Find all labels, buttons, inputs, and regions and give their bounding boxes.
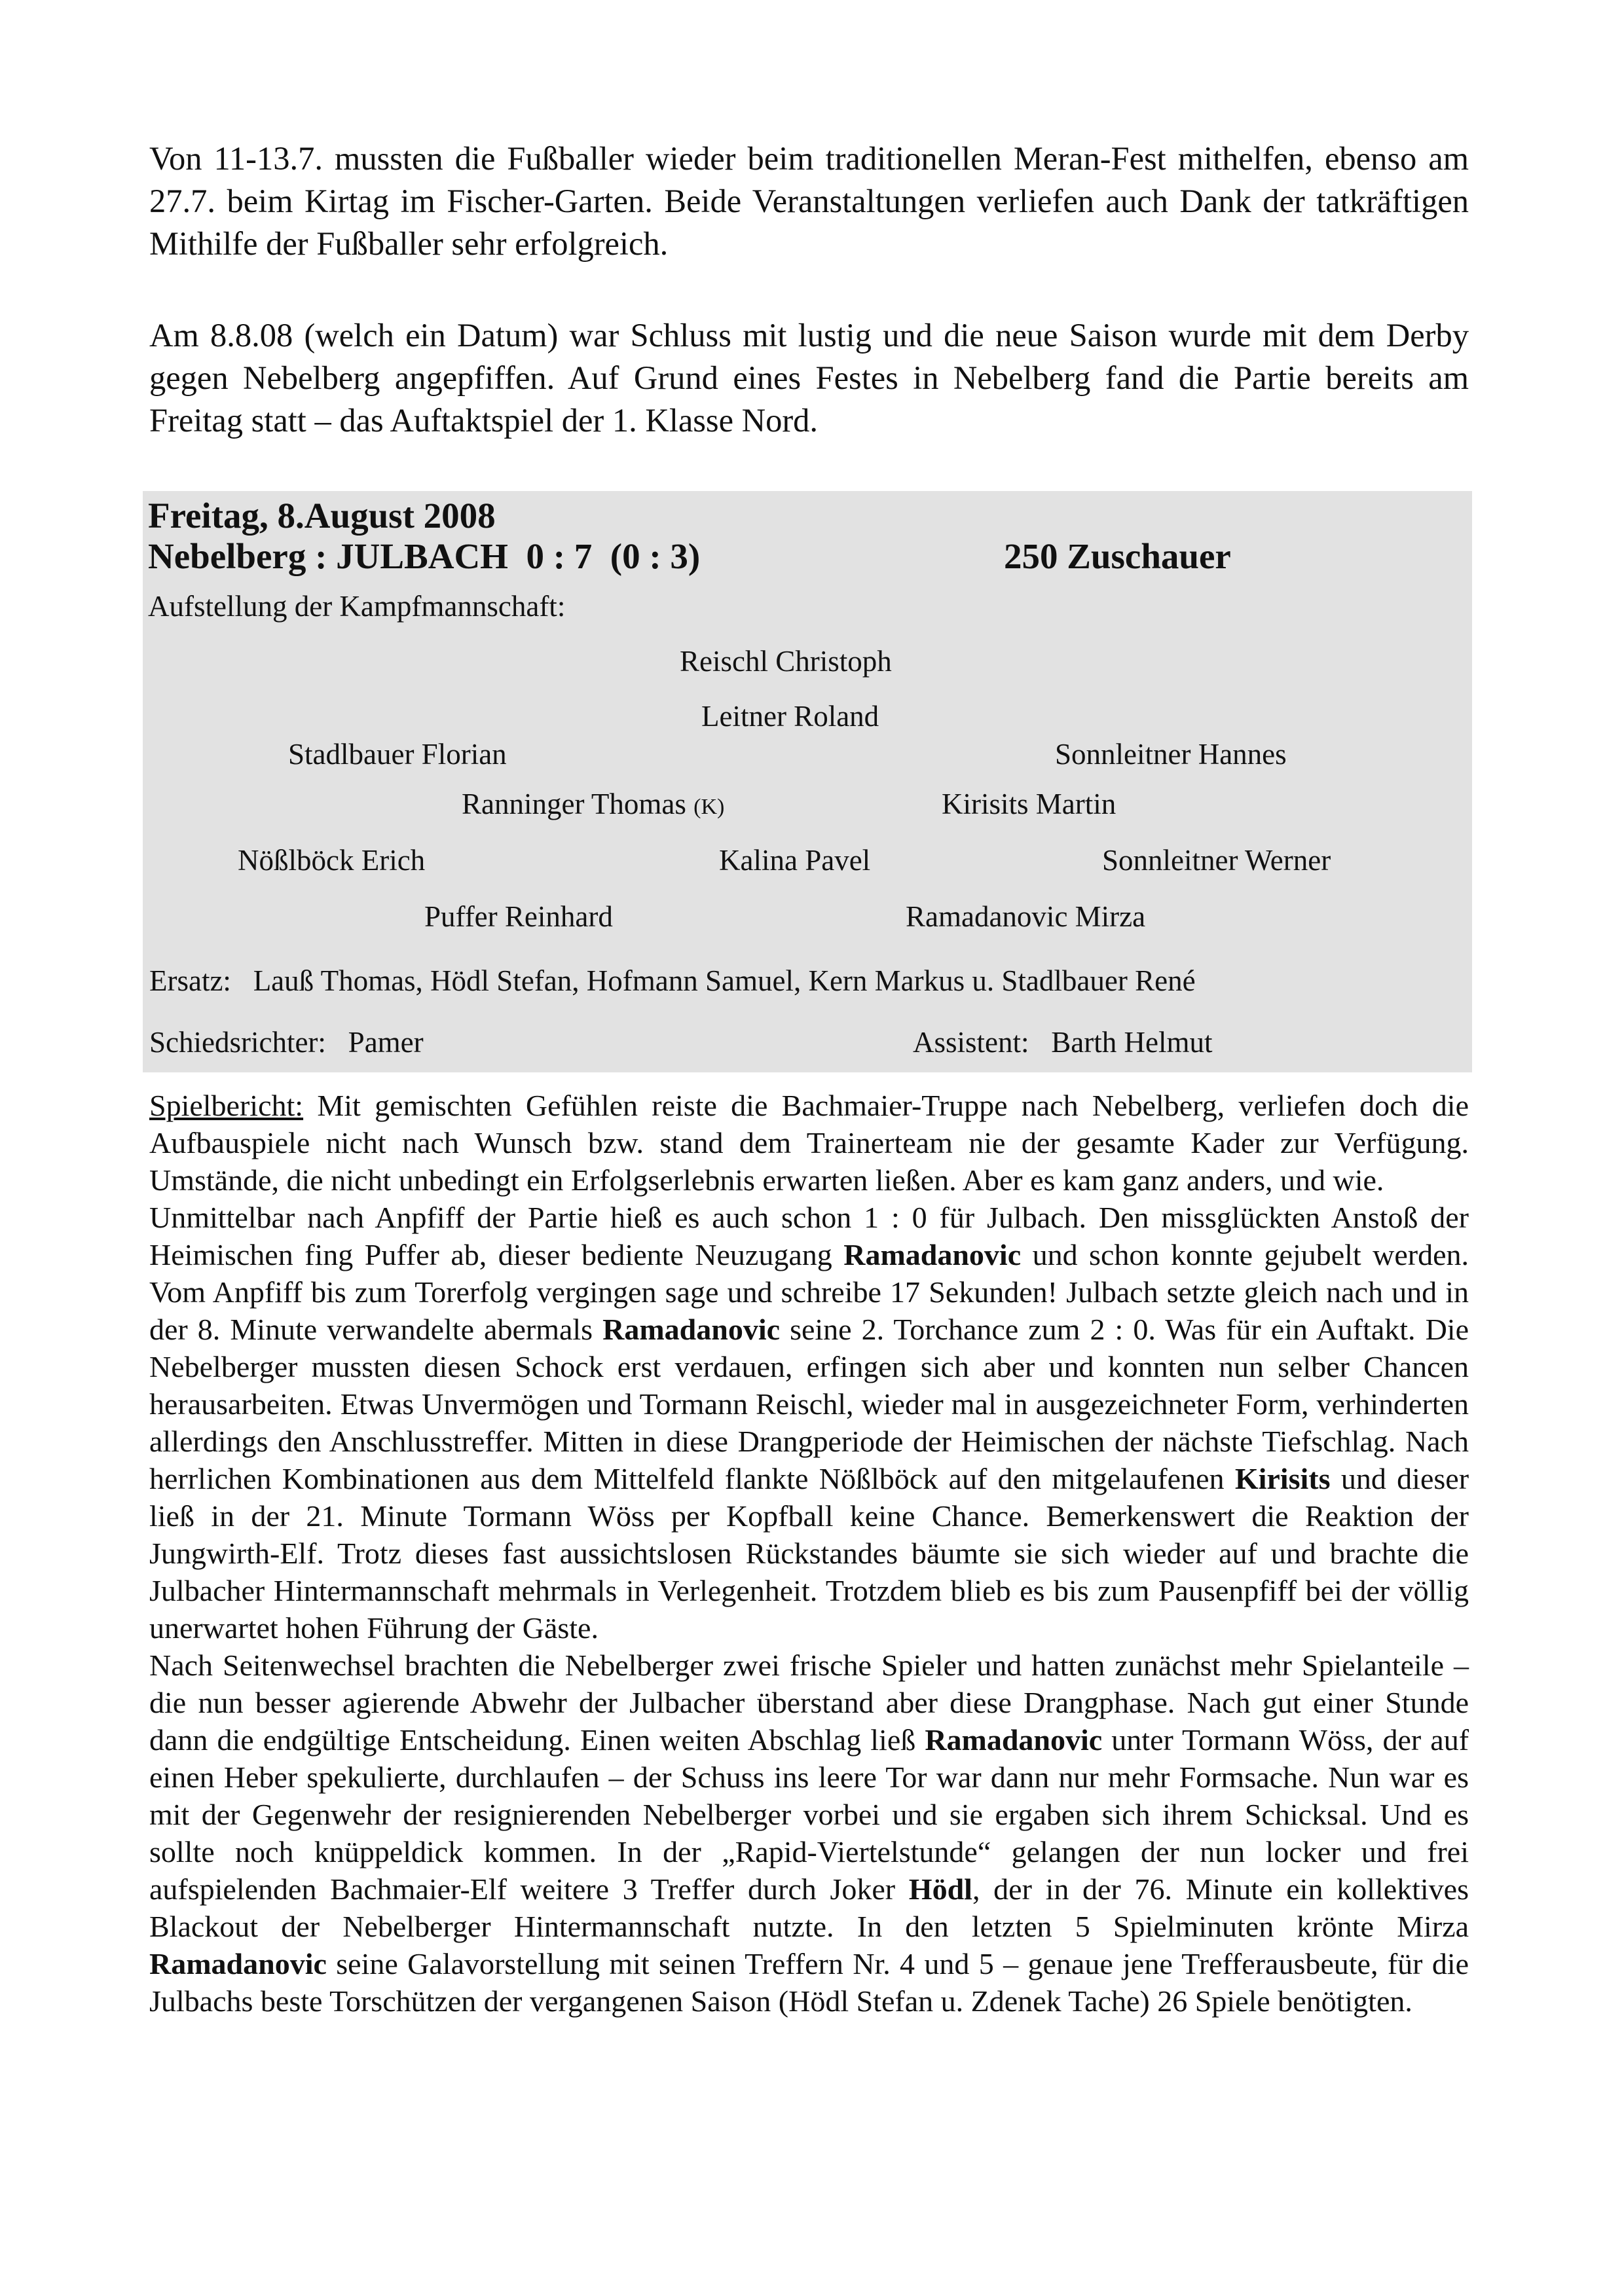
report-paragraph-1 — [149, 1087, 1469, 1199]
report-text: Mit gemischten Gefühlen reiste die Bachmaier-Truppe nach Nebelberg, verliefen doch die Aufbauspiele nicht nach Wunsch bzw. stand dem Trainerteam nie der gesamte Kader zur Verfügung. Umstände, die nicht unbedingt ein Erfolgserlebnis erwarten ließen. Aber es kam ganz anders, und wie. — [149, 1089, 1469, 1197]
player-left-back: Stadlbauer Florian — [288, 738, 507, 771]
report-label: Spielbericht: — [149, 1089, 304, 1122]
spectator-count: 250 Zuschauer — [1004, 536, 1231, 576]
player-goalkeeper: Reischl Christoph — [680, 645, 892, 678]
player-center-right: Kirisits Martin — [942, 788, 1116, 820]
match-result: Nebelberg : JULBACH 0 : 7 (0 : 3) — [148, 536, 701, 576]
report-text: und schon konnte gejubelt werden. Vom Anpfiff bis zum Torerfolg vergingen sage und schreibe 17 Sekunden! Julbach setzte gleich nach und in der 8. Minute verwandelte abermals — [149, 1238, 1469, 1346]
report-text: , der in der 76. Minute ein kollektives Blackout der Nebelberger Hintermannschaft nutzte. In den letzten 5 Spielminuten krönte Mirza — [149, 1872, 1469, 1943]
referee-name: Pamer — [348, 1026, 424, 1059]
match-date: Freitag, 8.August 2008 — [148, 496, 496, 536]
player-highlight: Ramadanovic — [602, 1313, 781, 1346]
intro-paragraph-1: Von 11-13.7. mussten die Fußballer wieder beim traditionellen Meran-Fest mithelfen, ebenso am 27.7. beim Kirtag im Fischer-Garten. Beide Veranstaltungen verliefen auch Dank der tatkräftigen Mithilfe der Fußballer sehr erfolgreich. — [149, 140, 1469, 262]
report-text: unter Tormann Wöss, der auf einen Heber spekulierte, durchlaufen – der Schuss ins leere Tor war dann nur mehr Formsache. Nun war es mit der Gegenwehr der resignierenden Nebelberger vorbei und sie ergaben sich ihrem Schicksal. Und es sollte noch knüppeldick kommen. In der „Rapid-Viertelstunde“ gelangen der nun locker und frei aufspielenden Bachmaier-Elf weitere 3 Treffer durch Joker — [149, 1723, 1469, 1906]
assistant-line — [913, 1025, 1213, 1059]
referee-line — [149, 1025, 424, 1059]
report-text: seine Galavorstellung mit seinen Treffern Nr. 4 und 5 – genaue jene Trefferausbeute, für die Julbachs beste Torschützen der vergangenen Saison (Hödl Stefan u. Zdenek Tache) 26 Spiele benötigten. — [149, 1947, 1469, 2018]
substitutes-list: Lauß Thomas, Hödl Stefan, Hofmann Samuel, Kern Markus u. Stadlbauer René — [253, 964, 1196, 997]
player-forward-right: Ramadanovic Mirza — [906, 900, 1146, 933]
assistant-label: Assistent: — [913, 1026, 1029, 1059]
player-forward-left: Puffer Reinhard — [424, 900, 613, 933]
report-paragraph-3 — [149, 1647, 1469, 2020]
player-libero: Leitner Roland — [701, 700, 879, 733]
match-info-box — [143, 491, 1472, 1072]
match-report — [149, 1087, 1469, 2020]
player-right-mid: Sonnleitner Werner — [1102, 844, 1331, 877]
player-highlight: Kirisits — [1234, 1462, 1331, 1495]
lineup-title: Aufstellung der Kampfmannschaft: — [148, 590, 566, 623]
player-highlight: Hödl — [908, 1872, 972, 1906]
player-right-back: Sonnleitner Hannes — [1055, 738, 1287, 771]
report-text: Unmittelbar nach Anpfiff der Partie hieß es auch schon 1 : 0 für Julbach. Den missglückten Anstoß der Heimischen fing Puffer ab, dieser bediente Neuzugang — [149, 1201, 1469, 1271]
substitutes-line — [149, 964, 1196, 998]
player-highlight: Ramadanovic — [843, 1238, 1022, 1271]
assistant-name: Barth Helmut — [1051, 1026, 1213, 1059]
player-captain-name: Ranninger Thomas — [462, 788, 686, 820]
player-left-mid: Nößlböck Erich — [238, 844, 426, 877]
captain-mark: (K) — [693, 795, 725, 819]
referee-label: Schiedsrichter: — [149, 1026, 326, 1059]
player-highlight: Ramadanovic — [149, 1947, 327, 1980]
player-center-mid: Kalina Pavel — [719, 844, 871, 877]
report-paragraph-2 — [149, 1199, 1469, 1647]
player-captain — [462, 787, 724, 821]
report-text: und dieser ließ in der 21. Minute Tormann Wöss per Kopfball keine Chance. Bemerkenswert die Reaktion der Jungwirth-Elf. Trotz dieses fast aussichtslosen Rückstandes bäumte sie sich wieder auf und brachte die Julbacher Hintermannschaft mehrmals in Verlegenheit. Trotzdem blieb es bis zum Pausenpfiff bei der völlig unerwartet hohen Führung der Gäste. — [149, 1462, 1469, 1645]
report-text: Nach Seitenwechsel brachten die Nebelberger zwei frische Spieler und hatten zunächst mehr Spielanteile – die nun besser agierende Abwehr der Julbacher überstand aber diese Drangphase. Nach gut einer Stunde dann die endgültige Entscheidung. Einen weiten Abschlag ließ — [149, 1649, 1469, 1757]
substitutes-label: Ersatz: — [149, 964, 231, 997]
intro-paragraph-2: Am 8.8.08 (welch ein Datum) war Schluss mit lustig und die neue Saison wurde mit dem Derby gegen Nebelberg angepfiffen. Auf Grund eines Festes in Nebelberg fand die Partie bereits am Freitag statt – das Auftaktspiel der 1. Klasse Nord. — [149, 317, 1469, 439]
player-highlight: Ramadanovic — [925, 1723, 1103, 1757]
report-text: seine 2. Torchance zum 2 : 0. Was für ein Auftakt. Die Nebelberger mussten diesen Schock erst verdauen, erfingen sich aber und konnten nun selber Chancen herausarbeiten. Etwas Unvermögen und Tormann Reischl, wieder mal in ausgezeichneter Form, verhinderten allerdings den Anschlusstreffer. Mitten in diese Drangperiode der Heimischen der nächste Tiefschlag. Nach herrlichen Kombinationen aus dem Mittelfeld flankte Nößlböck auf den mitgelaufenen — [149, 1313, 1469, 1495]
